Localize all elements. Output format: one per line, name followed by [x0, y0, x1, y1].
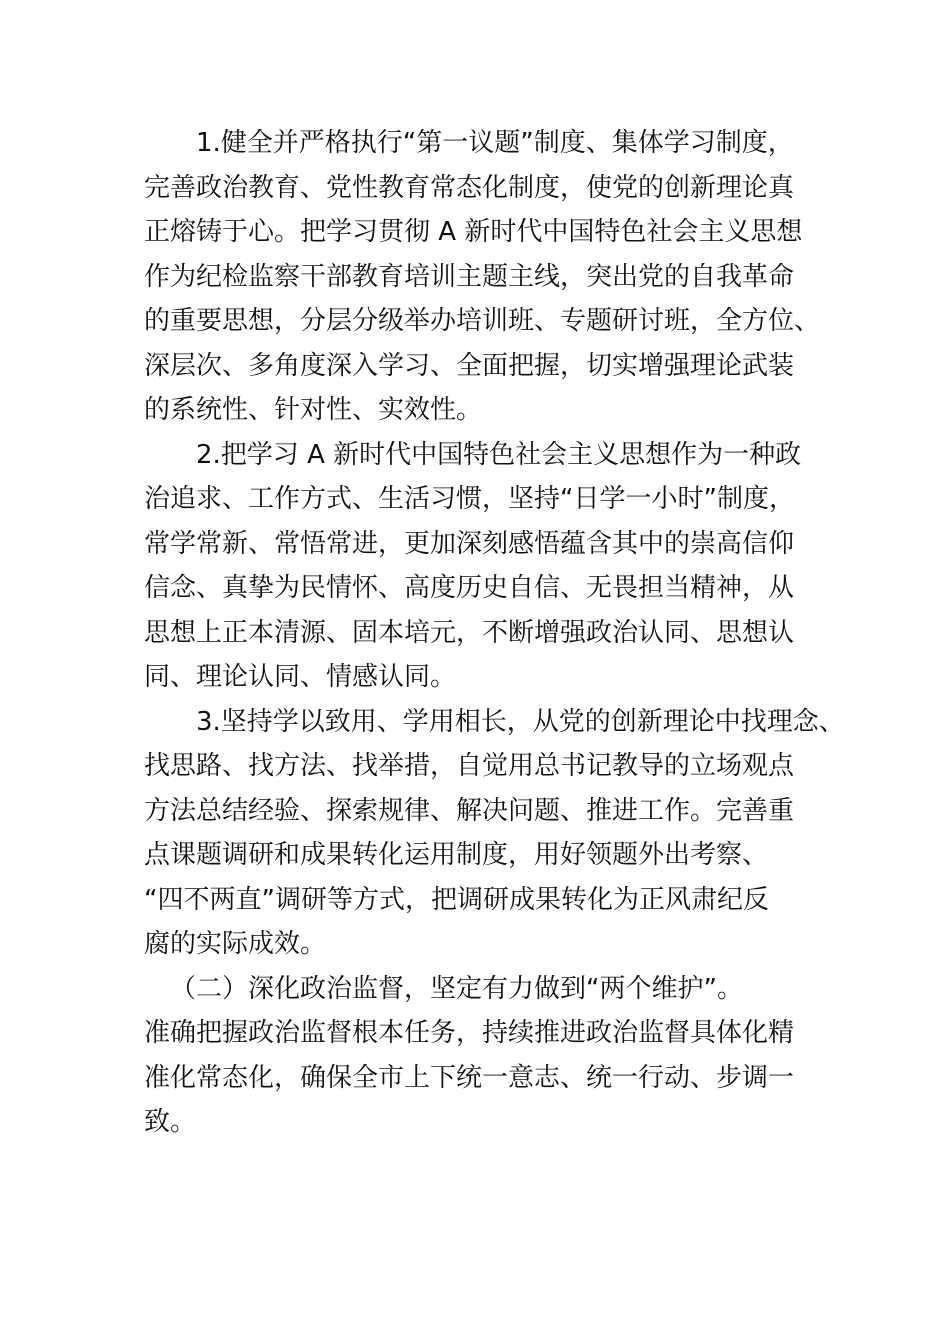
- paragraph-2-line-2: 治追求、工作方式、生活习惯，坚持“日学一小时”制度，: [144, 484, 795, 514]
- paragraph-1-line-5: 的重要思想，分层分级举办培训班、专题研讨班，全方位、: [144, 306, 821, 336]
- paragraph-2-line-6: 同、理论认同、情感认同。: [144, 662, 457, 692]
- paragraph-4-line-2: 准化常态化，确保全市上下统一意志、统一行动、步调一: [144, 1063, 795, 1093]
- paragraph-3-line-2: 找思路、找方法、找举措，自觉用总书记教导的立场观点: [144, 751, 795, 781]
- paragraph-4-line-3: 致。: [144, 1107, 197, 1137]
- paragraph-3-line-6: 腐的实际成效。: [144, 929, 327, 959]
- paragraph-1-line-7: 的系统性、针对性、实效性。: [144, 395, 483, 425]
- paragraph-1-line-2: 完善政治教育、党性教育常态化制度，使党的创新理论真: [144, 173, 795, 203]
- section-heading-2: （二）深化政治监督，坚定有力做到“两个维护”。: [170, 974, 743, 1004]
- paragraph-3-line-3: 方法总结经验、探索规律、解决问题、推进工作。完善重: [144, 796, 795, 826]
- paragraph-1-line-4: 作为纪检监察干部教育培训主题主线，突出党的自我革命: [144, 262, 795, 292]
- paragraph-1-line-3: 正熔铸于心。把学习贯彻 A 新时代中国特色社会主义思想: [144, 217, 803, 247]
- paragraph-2-line-4: 信念、真挚为民情怀、高度历史自信、无畏担当精神，从: [144, 573, 795, 603]
- paragraph-3-line-5: “四不两直”调研等方式，把调研成果转化为正风肃纪反: [144, 885, 769, 915]
- paragraph-2-line-1: 2.把学习 A 新时代中国特色社会主义思想作为一种政: [196, 440, 802, 470]
- paragraph-1-line-1: 1.健全并严格执行“第一议题”制度、集体学习制度，: [196, 128, 794, 158]
- paragraph-2-line-5: 思想上正本清源、固本培元，不断增强政治认同、思想认: [144, 618, 795, 648]
- paragraph-2-line-3: 常学常新、常悟常进，更加深刻感悟蕴含其中的崇高信仰: [144, 529, 795, 559]
- paragraph-1-line-6: 深层次、多角度深入学习、全面把握，切实增强理论武装: [144, 351, 795, 381]
- paragraph-3-line-4: 点课题调研和成果转化运用制度，用好领题外出考察、: [144, 840, 769, 870]
- paragraph-4-line-1: 准确把握政治监督根本任务，持续推进政治监督具体化精: [144, 1018, 795, 1048]
- paragraph-3-line-1: 3.坚持学以致用、学用相长，从党的创新理论中找理念、: [196, 707, 845, 737]
